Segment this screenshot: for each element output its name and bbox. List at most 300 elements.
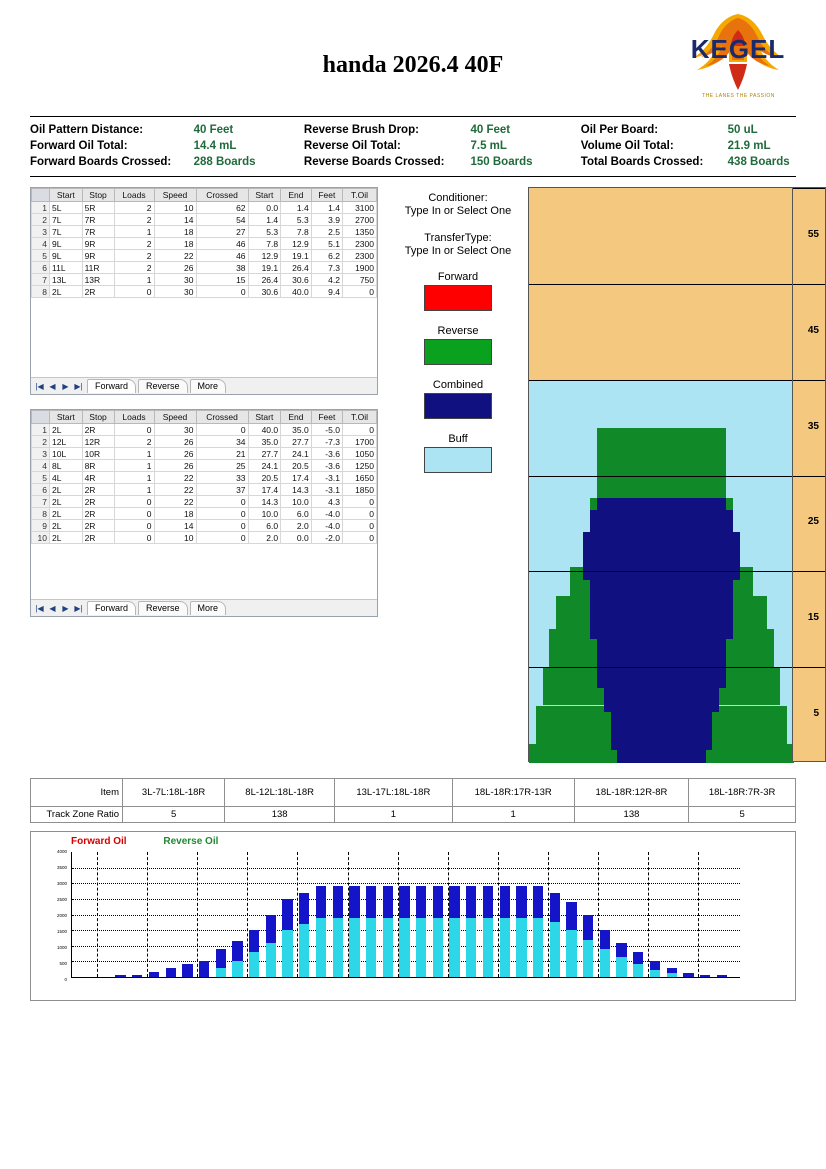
grid-cell[interactable]: 5 (32, 472, 50, 484)
grid-cell[interactable]: 5R (82, 202, 114, 214)
pattern-board-area (529, 188, 794, 761)
grid-cell[interactable]: -3.6 (311, 448, 342, 460)
chart-gridline-vertical (698, 852, 699, 977)
grid-cell[interactable]: -3.6 (311, 460, 342, 472)
grid-cell[interactable]: 14 (154, 520, 196, 532)
grid-cell[interactable]: 2.0 (281, 520, 312, 532)
ruler-tick (793, 188, 825, 189)
grid-cell[interactable]: 5.1 (311, 238, 342, 250)
grid-cell[interactable]: 12.9 (248, 250, 281, 262)
grid-cell[interactable]: 2 (114, 214, 154, 226)
grid-cell[interactable]: 7.8 (248, 238, 281, 250)
grid-cell[interactable]: 0 (114, 424, 154, 436)
grid-cell[interactable]: 0 (196, 496, 248, 508)
grid-cell[interactable]: 1 (114, 274, 154, 286)
grid-cell[interactable]: 2 (114, 250, 154, 262)
chart-y-tick: 500 (59, 961, 67, 966)
grid-cell[interactable]: 26.4 (248, 274, 281, 286)
grid-column-header[interactable]: End (281, 189, 312, 202)
legend-buff-label: Buff (448, 433, 468, 445)
grid-cell[interactable]: 2300 (342, 238, 376, 250)
grid-cell[interactable]: 6.0 (281, 508, 312, 520)
grid-cell[interactable]: 18 (154, 508, 196, 520)
summary-label: Forward Boards Crossed: (30, 156, 172, 168)
grid-cell[interactable]: 30.6 (248, 286, 281, 298)
grid-cell[interactable]: 30 (154, 286, 196, 298)
last-record-button[interactable]: ▶| (74, 381, 83, 391)
chart-bar (383, 886, 393, 977)
zone-ratio: 5 (123, 807, 225, 823)
grid-cell[interactable]: 26 (154, 262, 196, 274)
grid-cell[interactable]: 0 (196, 286, 248, 298)
grid-cell[interactable]: 10.0 (281, 496, 312, 508)
grid-column-header[interactable]: Start (248, 411, 281, 424)
next-record-button[interactable]: ▶ (62, 603, 69, 613)
grid-cell[interactable]: 10R (82, 448, 114, 460)
legend-combined-swatch (424, 393, 492, 419)
grid-cell[interactable]: 25 (196, 460, 248, 472)
grid-cell[interactable]: 12.9 (281, 238, 312, 250)
combined-oil-region (583, 532, 739, 580)
grid-cell[interactable]: 7 (32, 496, 50, 508)
pattern-distance-ruler (792, 188, 825, 761)
grid-cell[interactable]: 10L (50, 448, 83, 460)
grid-cell[interactable]: 2L (50, 484, 83, 496)
grid-cell[interactable]: 2 (114, 238, 154, 250)
legend-reverse-label: Reverse (437, 325, 479, 337)
zone-ratio: 5 (689, 807, 796, 823)
grid-cell[interactable]: 34 (196, 436, 248, 448)
grid-cell[interactable]: 37 (196, 484, 248, 496)
grid-cell[interactable]: 1050 (342, 448, 376, 460)
grid-cell[interactable]: 27.7 (248, 448, 281, 460)
grid-cell[interactable]: 0.0 (248, 202, 281, 214)
grid-column-header[interactable]: Loads (114, 411, 154, 424)
grid-cell[interactable]: 10 (154, 202, 196, 214)
grid-cell[interactable]: 0 (342, 286, 376, 298)
grid-column-header[interactable]: End (281, 411, 312, 424)
grid-cell[interactable]: 1 (114, 448, 154, 460)
grid-column-header[interactable]: T.Oil (342, 411, 376, 424)
chart-bar-forward (667, 968, 677, 974)
grid-cell[interactable]: 10 (154, 532, 196, 544)
grid-cell[interactable]: 5.3 (281, 214, 312, 226)
conditioner-value[interactable]: Type In or Select One (404, 205, 512, 217)
grid-column-header[interactable]: T.Oil (342, 189, 376, 202)
prev-record-button[interactable]: ◀ (49, 603, 56, 613)
grid-cell[interactable]: 0 (342, 532, 376, 544)
grid-cell[interactable]: 8 (32, 286, 50, 298)
zone-item: 13L-17L:18L-18R (335, 779, 453, 807)
forward-grid-header (32, 189, 377, 202)
grid-cell[interactable]: 2R (82, 424, 114, 436)
grid-cell[interactable]: 2.5 (311, 226, 342, 238)
chart-bar-reverse (249, 952, 259, 977)
grid-cell[interactable]: 9R (82, 238, 114, 250)
grid-cell[interactable]: 9.4 (311, 286, 342, 298)
grid-cell[interactable]: 1250 (342, 460, 376, 472)
grid-cell[interactable]: 40.0 (281, 286, 312, 298)
grid-cell[interactable]: 2 (114, 262, 154, 274)
zone-row-label: Item (31, 779, 123, 807)
grid-cell[interactable]: 46 (196, 250, 248, 262)
zone-item: 3L-7L:18L-18R (123, 779, 225, 807)
chart-bar-forward (516, 886, 526, 917)
grid-cell[interactable]: 2L (50, 424, 83, 436)
grid-cell[interactable]: 2700 (342, 214, 376, 226)
table-row[interactable] (32, 274, 377, 286)
grid-cell[interactable]: 2 (32, 436, 50, 448)
forward-grid (31, 188, 377, 298)
chart-bar (132, 975, 142, 977)
grid-cell[interactable]: 7 (32, 274, 50, 286)
grid-cell[interactable]: 21 (196, 448, 248, 460)
grid-cell[interactable]: -3.1 (311, 472, 342, 484)
chart-y-tick: 2500 (56, 897, 67, 902)
ruler-label: 15 (807, 612, 819, 624)
tab-more[interactable]: More (190, 601, 227, 615)
grid-cell[interactable]: 2300 (342, 250, 376, 262)
zone-ratio-row (31, 807, 796, 823)
grid-cell[interactable]: 10 (32, 532, 50, 544)
grid-cell[interactable]: 3100 (342, 202, 376, 214)
grid-column-header[interactable]: Speed (154, 189, 196, 202)
table-row[interactable] (32, 424, 377, 436)
grid-cell[interactable]: 9L (50, 238, 83, 250)
chart-bar-reverse (433, 918, 443, 977)
chart-y-tick: 2000 (56, 913, 67, 918)
grid-cell[interactable]: 14 (154, 214, 196, 226)
reverse-grid-footer (31, 599, 377, 616)
grid-cell[interactable]: 10.0 (248, 508, 281, 520)
grid-column-header[interactable]: Feet (311, 411, 342, 424)
grid-cell[interactable]: 18 (154, 226, 196, 238)
grid-cell[interactable]: 14.3 (248, 496, 281, 508)
grid-cell[interactable]: 4L (50, 472, 83, 484)
grid-cell[interactable]: 8 (32, 508, 50, 520)
first-record-button[interactable]: |◀ (35, 381, 44, 391)
grid-cell[interactable]: 9L (50, 250, 83, 262)
chart-bar (149, 972, 159, 977)
table-row[interactable] (32, 262, 377, 274)
grid-cell[interactable]: 30.6 (281, 274, 312, 286)
grid-cell[interactable]: 18 (154, 238, 196, 250)
grid-cell[interactable]: -4.0 (311, 508, 342, 520)
grid-cell[interactable]: 2R (82, 508, 114, 520)
grid-cell[interactable]: 26 (154, 460, 196, 472)
tab-reverse[interactable]: Reverse (138, 601, 188, 615)
table-row[interactable] (32, 226, 377, 238)
table-row[interactable] (32, 448, 377, 460)
grid-cell[interactable]: 17.4 (248, 484, 281, 496)
grid-cell[interactable]: 22 (154, 484, 196, 496)
grid-cell[interactable]: 0 (114, 496, 154, 508)
legend-combined-label: Combined (432, 379, 484, 391)
grid-cell[interactable]: 4.3 (311, 496, 342, 508)
grid-cell[interactable]: 1.4 (248, 214, 281, 226)
grid-cell[interactable]: 2R (82, 496, 114, 508)
chart-bar-forward (149, 972, 159, 977)
chart-bar-forward (633, 952, 643, 964)
grid-cell[interactable]: 0 (114, 508, 154, 520)
grid-cell[interactable]: 6 (32, 262, 50, 274)
combined-oil-region (617, 750, 705, 763)
grid-cell[interactable]: 14.3 (281, 484, 312, 496)
chart-bar-reverse (383, 918, 393, 977)
prev-record-button[interactable]: ◀ (49, 381, 56, 391)
grid-cell[interactable]: 0 (114, 520, 154, 532)
grid-cell[interactable]: 7R (82, 226, 114, 238)
grid-column-header[interactable]: Stop (82, 411, 114, 424)
grid-cell[interactable]: 1.4 (311, 202, 342, 214)
next-record-button[interactable]: ▶ (62, 381, 69, 391)
grid-cell[interactable]: 26.4 (281, 262, 312, 274)
grid-cell[interactable]: 26 (154, 448, 196, 460)
chart-plot-area (71, 852, 740, 978)
grid-cell[interactable]: 33 (196, 472, 248, 484)
grid-cell[interactable]: 27.7 (281, 436, 312, 448)
tab-reverse[interactable]: Reverse (138, 379, 188, 393)
grid-cell[interactable]: 2.0 (248, 532, 281, 544)
grid-cell[interactable]: 7.3 (311, 262, 342, 274)
zone-ratio: 138 (225, 807, 335, 823)
grid-cell[interactable]: 62 (196, 202, 248, 214)
grid-cell[interactable]: 24.1 (281, 448, 312, 460)
grid-column-header[interactable]: Start (50, 189, 83, 202)
transfer-type-value[interactable]: Type In or Select One (404, 245, 512, 257)
grid-cell[interactable]: 24.1 (248, 460, 281, 472)
distance-gridline (529, 284, 794, 285)
last-record-button[interactable]: ▶| (74, 603, 83, 613)
chart-gridline-vertical (197, 852, 198, 977)
grid-cell[interactable]: 1 (114, 226, 154, 238)
table-row[interactable] (32, 460, 377, 472)
summary-value: 50 uL (727, 124, 758, 136)
grid-cell[interactable]: 1900 (342, 262, 376, 274)
summary-label: Reverse Brush Drop: (303, 124, 419, 136)
grid-cell[interactable]: 15 (196, 274, 248, 286)
grid-cell[interactable]: 26 (154, 436, 196, 448)
grid-cell[interactable]: 9 (32, 520, 50, 532)
table-row[interactable] (32, 472, 377, 484)
grid-cell[interactable]: 7L (50, 226, 83, 238)
grid-cell[interactable]: -3.1 (311, 484, 342, 496)
grid-cell[interactable]: 4 (32, 460, 50, 472)
table-row[interactable] (32, 214, 377, 226)
grid-cell[interactable]: 1 (114, 460, 154, 472)
grid-cell[interactable]: 17.4 (281, 472, 312, 484)
grid-column-header[interactable]: Speed (154, 411, 196, 424)
table-row[interactable] (32, 496, 377, 508)
chart-bar-forward (299, 893, 309, 924)
grid-cell[interactable]: 0 (342, 508, 376, 520)
grid-cell[interactable]: 1350 (342, 226, 376, 238)
tab-forward[interactable]: Forward (87, 601, 136, 615)
combined-oil-region (597, 639, 726, 688)
grid-cell[interactable]: 0 (342, 520, 376, 532)
grid-cell[interactable]: 1650 (342, 472, 376, 484)
grid-cell[interactable]: 3.9 (311, 214, 342, 226)
grid-cell[interactable]: 6.0 (248, 520, 281, 532)
chart-bar-reverse (566, 930, 576, 977)
table-row[interactable] (32, 532, 377, 544)
chart-bar-reverse (466, 918, 476, 977)
chart-bar-forward (533, 886, 543, 917)
grid-cell[interactable]: 30 (154, 274, 196, 286)
grid-cell[interactable]: 1 (32, 424, 50, 436)
grid-cell[interactable]: 5L (50, 202, 83, 214)
grid-cell[interactable]: 40.0 (248, 424, 281, 436)
grid-cell[interactable]: 38 (196, 262, 248, 274)
grid-cell[interactable]: 2 (114, 436, 154, 448)
grid-cell[interactable]: 19.1 (248, 262, 281, 274)
summary-value: 40 Feet (470, 124, 511, 136)
tab-more[interactable]: More (190, 379, 227, 393)
grid-cell[interactable]: 0 (196, 424, 248, 436)
grid-cell[interactable]: 11R (82, 262, 114, 274)
chart-bar-reverse (583, 940, 593, 978)
grid-cell[interactable]: -2.0 (311, 532, 342, 544)
grid-column-header[interactable]: Start (248, 189, 281, 202)
grid-cell[interactable]: 0 (196, 532, 248, 544)
grid-cell[interactable]: 2L (50, 520, 83, 532)
grid-cell[interactable]: 0.0 (281, 532, 312, 544)
grid-cell[interactable]: 0 (342, 424, 376, 436)
grid-cell[interactable]: 3 (32, 448, 50, 460)
table-row[interactable] (32, 436, 377, 448)
grid-cell[interactable]: 0 (114, 286, 154, 298)
chart-bar (717, 975, 727, 977)
grid-cell[interactable]: 1 (114, 472, 154, 484)
grid-cell[interactable]: 22 (154, 472, 196, 484)
chart-bar (349, 886, 359, 977)
chart-bar-forward (466, 886, 476, 917)
chart-bar-forward (366, 886, 376, 917)
table-row[interactable] (32, 250, 377, 262)
table-row[interactable] (32, 238, 377, 250)
grid-cell[interactable]: 1 (32, 202, 50, 214)
summary-label: Oil Pattern Distance: (30, 124, 144, 136)
grid-cell[interactable]: -7.3 (311, 436, 342, 448)
grid-cell[interactable]: 0 (342, 496, 376, 508)
grid-cell[interactable]: 54 (196, 214, 248, 226)
grid-cell[interactable]: 0 (196, 520, 248, 532)
grid-cell[interactable]: 2L (50, 508, 83, 520)
chart-legend (71, 836, 218, 847)
grid-cell[interactable]: 6 (32, 484, 50, 496)
grid-cell[interactable]: 20.5 (248, 472, 281, 484)
grid-cell[interactable]: 2L (50, 496, 83, 508)
grid-cell[interactable]: 3 (32, 226, 50, 238)
grid-cell[interactable]: 2R (82, 286, 114, 298)
grid-cell[interactable]: 1.4 (281, 202, 312, 214)
grid-column-header[interactable]: Crossed (196, 411, 248, 424)
grid-cell[interactable]: 0 (114, 532, 154, 544)
table-row[interactable] (32, 520, 377, 532)
grid-cell[interactable]: 8R (82, 460, 114, 472)
chart-bar-reverse (349, 918, 359, 977)
grid-cell[interactable]: 22 (154, 496, 196, 508)
grid-cell[interactable]: 5.3 (248, 226, 281, 238)
grid-column-header[interactable]: Crossed (196, 189, 248, 202)
grid-cell[interactable]: 4R (82, 472, 114, 484)
grid-column-header[interactable]: Feet (311, 189, 342, 202)
grid-cell[interactable]: 9R (82, 250, 114, 262)
grid-cell[interactable]: 2R (82, 532, 114, 544)
reverse-oil-region (597, 428, 726, 498)
grid-cell[interactable]: 2L (50, 286, 83, 298)
grid-cell[interactable]: 7L (50, 214, 83, 226)
grid-cell[interactable]: 46 (196, 238, 248, 250)
summary-value: 7.5 mL (470, 140, 507, 152)
grid-cell[interactable]: 4.2 (311, 274, 342, 286)
chart-bar-forward (500, 886, 510, 917)
grid-cell[interactable]: -5.0 (311, 424, 342, 436)
grid-cell[interactable]: 13L (50, 274, 83, 286)
grid-cell[interactable]: 2 (32, 214, 50, 226)
grid-cell[interactable]: 1 (114, 484, 154, 496)
grid-cell[interactable]: 12L (50, 436, 83, 448)
table-row[interactable] (32, 286, 377, 298)
grid-cell[interactable]: 2 (114, 202, 154, 214)
svg-text:KEGEL: KEGEL (690, 34, 786, 64)
grid-cell[interactable]: 1850 (342, 484, 376, 496)
grid-cell[interactable]: 6.2 (311, 250, 342, 262)
chart-bar (550, 893, 560, 977)
summary-label: Reverse Oil Total: (303, 140, 401, 152)
grid-column-header[interactable]: Start (50, 411, 83, 424)
grid-cell[interactable]: 22 (154, 250, 196, 262)
grid-cell[interactable]: 7.8 (281, 226, 312, 238)
grid-cell[interactable]: 13R (82, 274, 114, 286)
grid-cell[interactable]: 12R (82, 436, 114, 448)
grid-cell[interactable]: 35.0 (281, 424, 312, 436)
chart-bar-forward (483, 886, 493, 917)
grid-cell[interactable]: 750 (342, 274, 376, 286)
grid-cell[interactable]: 4 (32, 238, 50, 250)
grid-cell[interactable]: 27 (196, 226, 248, 238)
grid-cell[interactable]: 2R (82, 520, 114, 532)
table-row[interactable] (32, 484, 377, 496)
chart-bar (700, 975, 710, 977)
table-row[interactable] (32, 202, 377, 214)
grid-cell[interactable]: -4.0 (311, 520, 342, 532)
grid-cell[interactable]: 2R (82, 484, 114, 496)
grid-cell[interactable]: 30 (154, 424, 196, 436)
grid-cell[interactable]: 5 (32, 250, 50, 262)
grid-column-header[interactable]: Stop (82, 189, 114, 202)
summary-value: 288 Boards (193, 156, 256, 168)
grid-cell[interactable]: 20.5 (281, 460, 312, 472)
grid-cell[interactable]: 0 (196, 508, 248, 520)
grid-cell[interactable]: 2L (50, 532, 83, 544)
chart-bar-reverse (316, 918, 326, 977)
first-record-button[interactable]: |◀ (35, 603, 44, 613)
grid-cell[interactable]: 7R (82, 214, 114, 226)
grid-column-header[interactable]: Loads (114, 189, 154, 202)
summary-label: Volume Oil Total: (580, 140, 674, 152)
grid-cell[interactable]: 1700 (342, 436, 376, 448)
grid-cell[interactable]: 19.1 (281, 250, 312, 262)
grid-cell[interactable]: 35.0 (248, 436, 281, 448)
chart-bar-forward (717, 975, 727, 977)
kegel-logo (681, 8, 796, 108)
grid-cell[interactable]: 8L (50, 460, 83, 472)
tab-forward[interactable]: Forward (87, 379, 136, 393)
grid-cell[interactable]: 11L (50, 262, 83, 274)
table-row[interactable] (32, 508, 377, 520)
chart-gridline (72, 868, 740, 869)
